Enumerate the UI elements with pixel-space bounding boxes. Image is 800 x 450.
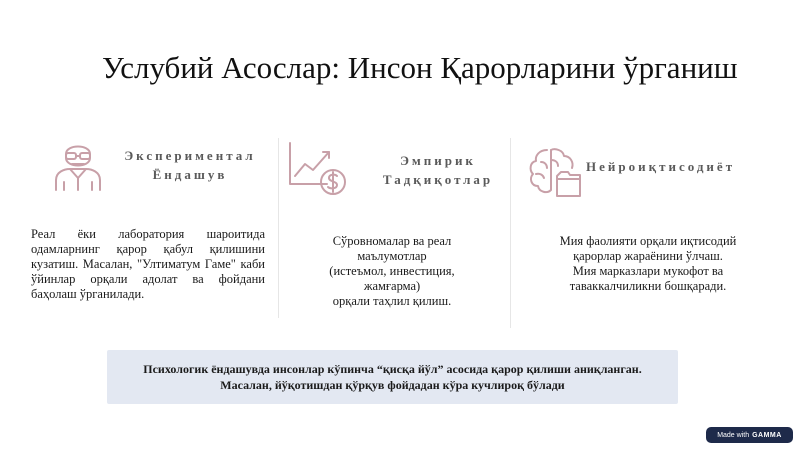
column-2-heading <box>356 151 520 189</box>
column-1-heading-line2: Ёндашув <box>152 167 228 182</box>
badge-brand: GAMMA <box>752 431 782 439</box>
slide-title: Услубий Асослар: Инсон Қарорларини ўрганиш <box>102 50 738 85</box>
column-3-body-line3: Мия марказлари мукофот ва <box>572 264 724 278</box>
column-2-body-line3: (истеъмол, инвестиция, <box>329 264 455 278</box>
column-1-body: Реал ёки лаборатория шароитида одамларнинг қарор қабул қилишини кузатиш. Масалан, "Ултиматум Гаме" каби ўйинлар орқали адолат ва фойдани баҳолаш ўрганилади. <box>31 227 265 301</box>
column-2-body-line2: маълумотлар <box>357 249 427 263</box>
brain-folder-icon <box>527 146 583 200</box>
summary-callout-line1: Психологик ёндашувда инсонлар кўпинча “қисқа йўл” асосида қарор қилиши аниқланган. <box>143 362 642 376</box>
column-divider-1 <box>278 138 279 318</box>
column-2-body-line5: орқали таҳлил қилиш. <box>332 294 452 308</box>
experimenter-person-icon <box>52 138 104 192</box>
column-3-body-line1: Мия фаолияти орқали иқтисодий <box>559 234 737 248</box>
column-3-heading: Нейроиқтисодиёт <box>586 159 736 174</box>
column-2-heading-line2: Тадқиқотлар <box>382 172 494 187</box>
badge-prefix: Made with <box>717 431 750 439</box>
column-1-heading-line1: Экспериментал <box>124 148 256 163</box>
column-1-heading <box>110 146 270 184</box>
column-3-body <box>528 234 768 294</box>
column-2-body <box>292 234 492 309</box>
made-with-gamma-badge[interactable] <box>706 427 793 443</box>
growth-chart-dollar-icon <box>287 140 349 198</box>
column-2-body-line4: жамғарма) <box>363 279 421 293</box>
summary-callout <box>107 350 678 404</box>
column-3-body-line2: қарорлар жараёнини ўлчаш. <box>573 249 723 263</box>
summary-callout-text <box>143 361 641 393</box>
column-3-body-line4: таваккалчиликни бошқаради. <box>569 279 727 293</box>
column-2-body-line1: Сўровномалар ва реал <box>332 234 452 248</box>
column-2-heading-line1: Эмпирик <box>400 153 476 168</box>
summary-callout-line2: Масалан, йўқотишдан қўрқув фойдадан кўра кучлироқ бўлади <box>220 378 565 392</box>
